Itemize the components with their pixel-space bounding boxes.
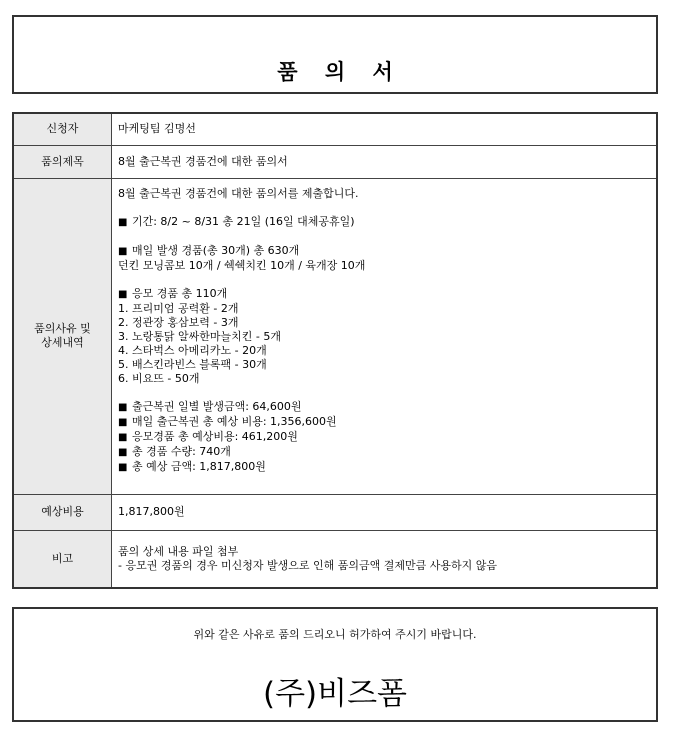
entry-item: 1. 프리미엄 공력환 - 2개 <box>118 301 239 315</box>
summary-line: ■ 총 예상 금액: 1,817,800원 <box>118 459 266 473</box>
detail-value <box>112 178 657 494</box>
summary-line: ■ 출근복권 일별 발생금액: 64,600원 <box>118 399 302 413</box>
subject-value: 8월 출근복권 경품건에 대한 품의서 <box>112 145 657 178</box>
bullet-icon: ■ <box>118 416 128 428</box>
title-section <box>12 15 658 94</box>
approval-table <box>12 112 658 589</box>
applicant-row <box>14 114 656 145</box>
note-row <box>14 530 656 587</box>
applicant-value: 마케팅팀 김명선 <box>112 114 657 145</box>
detail-label-line1: 품의사유 및 <box>34 322 91 335</box>
detail-label <box>14 178 112 494</box>
company-name: (주)비즈폼 <box>263 676 407 712</box>
document-title: 품 의 서 <box>277 60 403 84</box>
daily-prize-items: 던킨 모닝콤보 10개 / 쉑쉑치킨 10개 / 육개장 10개 <box>118 258 366 272</box>
cost-value: 1,817,800원 <box>112 494 657 530</box>
note-line2: - 응모권 경품의 경우 미신청자 발생으로 인해 품의금액 결제만큼 사용하지 않음 <box>118 558 497 572</box>
bullet-icon: ■ <box>118 431 128 443</box>
note-label: 비고 <box>14 530 112 587</box>
subject-row <box>14 145 656 178</box>
bullet-icon: ■ <box>118 288 128 300</box>
note-line1: 품의 상세 내용 파일 첨부 <box>118 544 239 558</box>
bullet-icon: ■ <box>118 446 128 458</box>
bullet-icon: ■ <box>118 245 128 257</box>
cost-label: 예상비용 <box>14 494 112 530</box>
applicant-label: 신청자 <box>14 114 112 145</box>
period-line: ■ 기간: 8/2 ~ 8/31 총 21일 (16일 대체공휴일) <box>118 214 355 228</box>
footer-section <box>12 607 658 722</box>
bullet-icon: ■ <box>118 461 128 473</box>
summary-line: ■ 매일 출근복권 총 예상 비용: 1,356,600원 <box>118 414 337 428</box>
detail-label-line2: 상세내역 <box>41 336 84 349</box>
entry-item: 6. 비요뜨 - 50개 <box>118 371 200 385</box>
bullet-icon: ■ <box>118 216 128 228</box>
entry-item: 4. 스타벅스 아메리카노 - 20개 <box>118 343 267 357</box>
entry-item: 3. 노랑통닭 알싸한마늘치킨 - 5개 <box>118 329 281 343</box>
cost-row <box>14 494 656 530</box>
summary-line: ■ 총 경품 수량: 740개 <box>118 444 231 458</box>
entry-item: 5. 배스킨라빈스 블록팩 - 30개 <box>118 357 267 371</box>
detail-row <box>14 178 656 494</box>
subject-label: 품의제목 <box>14 145 112 178</box>
entry-prize-line: ■ 응모 경품 총 110개 <box>118 286 228 300</box>
note-value <box>112 530 657 587</box>
entry-item: 2. 정관장 홍삼보력 - 3개 <box>118 315 239 329</box>
bullet-icon: ■ <box>118 401 128 413</box>
summary-line: ■ 응모경품 총 예상비용: 461,200원 <box>118 429 298 443</box>
request-text: 위와 같은 사유로 품의 드리오니 허가하여 주시기 바랍니다. <box>193 628 477 641</box>
daily-prize-line: ■ 매일 발생 경품(총 30개) 총 630개 <box>118 243 300 257</box>
detail-intro: 8월 출근복권 경품건에 대한 품의서를 제출합니다. <box>118 186 359 200</box>
